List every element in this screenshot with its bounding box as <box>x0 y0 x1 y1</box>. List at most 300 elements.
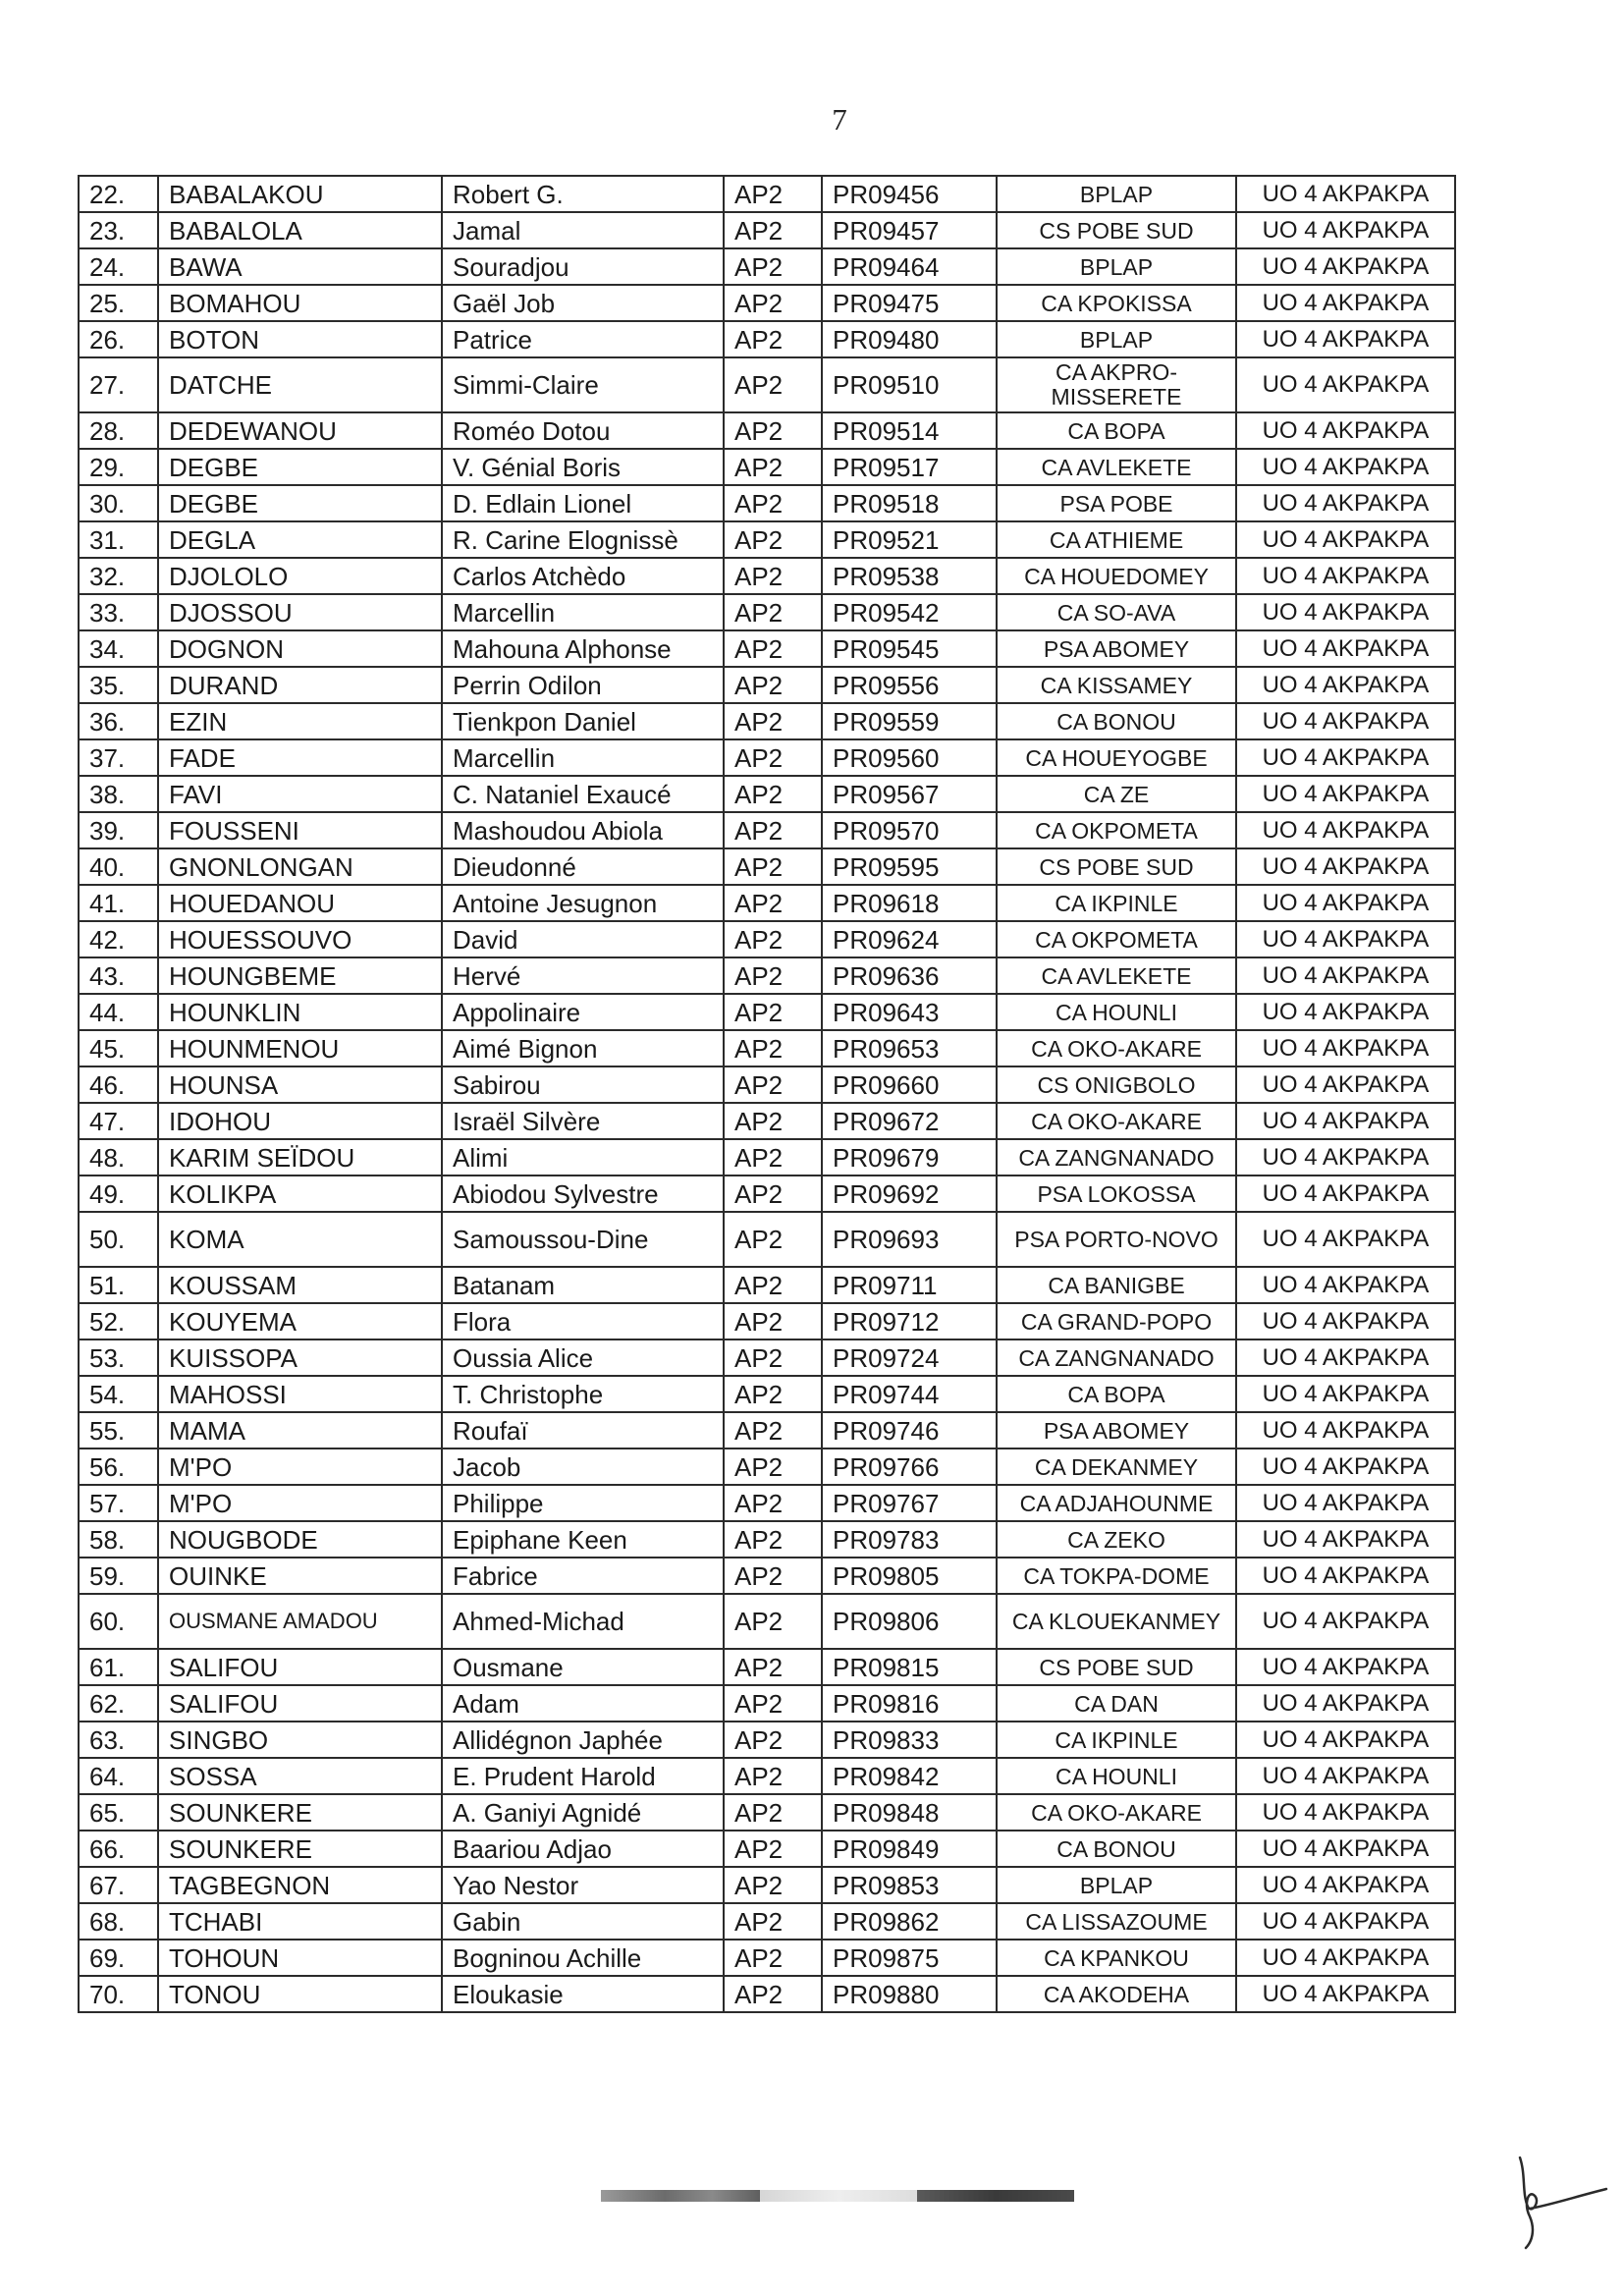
grade-cell: AP2 <box>724 1449 822 1485</box>
firstname-cell: D. Edlain Lionel <box>442 485 724 521</box>
unit-cell: UO 4 AKPAKPA <box>1236 1376 1455 1412</box>
matricule-cell: PR09624 <box>822 921 997 957</box>
affectation-cell: CA IKPINLE <box>997 885 1236 921</box>
matricule-cell: PR09643 <box>822 994 997 1030</box>
affectation-cell: CA HOUEDOMEY <box>997 558 1236 594</box>
surname-cell: BOMAHOU <box>158 285 442 321</box>
affectation-cell: CS POBE SUD <box>997 848 1236 885</box>
unit-cell: UO 4 AKPAKPA <box>1236 1794 1455 1831</box>
table-row <box>79 921 1455 957</box>
grade-cell: AP2 <box>724 1103 822 1139</box>
row-number-cell: 57. <box>79 1485 158 1521</box>
row-number-cell: 59. <box>79 1558 158 1594</box>
surname-cell: DJOLOLO <box>158 558 442 594</box>
matricule-cell: PR09783 <box>822 1521 997 1558</box>
row-number-cell: 55. <box>79 1412 158 1449</box>
grade-cell: AP2 <box>724 176 822 212</box>
table-row <box>79 1376 1455 1412</box>
grade-cell: AP2 <box>724 412 822 449</box>
firstname-cell: Epiphane Keen <box>442 1521 724 1558</box>
row-number-cell: 38. <box>79 776 158 812</box>
unit-cell: UO 4 AKPAKPA <box>1236 1175 1455 1212</box>
surname-cell: TONOU <box>158 1976 442 2012</box>
grade-cell: AP2 <box>724 703 822 739</box>
affectation-cell: CA ZANGNANADO <box>997 1139 1236 1175</box>
grade-cell: AP2 <box>724 885 822 921</box>
firstname-cell: Roméo Dotou <box>442 412 724 449</box>
firstname-cell: Eloukasie <box>442 1976 724 2012</box>
surname-cell: SALIFOU <box>158 1685 442 1722</box>
firstname-cell: Jamal <box>442 212 724 248</box>
grade-cell: AP2 <box>724 921 822 957</box>
affectation-cell: PSA ABOMEY <box>997 1412 1236 1449</box>
grade-cell: AP2 <box>724 1412 822 1449</box>
affectation-cell: CA KPOKISSA <box>997 285 1236 321</box>
affectation-cell: CA TOKPA-DOME <box>997 1558 1236 1594</box>
firstname-cell: Fabrice <box>442 1558 724 1594</box>
matricule-cell: PR09848 <box>822 1794 997 1831</box>
surname-cell: HOUNGBEME <box>158 957 442 994</box>
firstname-cell: Appolinaire <box>442 994 724 1030</box>
firstname-cell: Robert G. <box>442 176 724 212</box>
surname-cell: M'PO <box>158 1485 442 1521</box>
matricule-cell: PR09744 <box>822 1376 997 1412</box>
unit-cell: UO 4 AKPAKPA <box>1236 1449 1455 1485</box>
affectation-cell: CA OKO-AKARE <box>997 1103 1236 1139</box>
matricule-cell: PR09660 <box>822 1066 997 1103</box>
table-row <box>79 1066 1455 1103</box>
row-number-cell: 51. <box>79 1267 158 1303</box>
grade-cell: AP2 <box>724 321 822 357</box>
grade-cell: AP2 <box>724 558 822 594</box>
unit-cell: UO 4 AKPAKPA <box>1236 1339 1455 1376</box>
unit-cell: UO 4 AKPAKPA <box>1236 321 1455 357</box>
table-row <box>79 1521 1455 1558</box>
table-row <box>79 285 1455 321</box>
table-row <box>79 1267 1455 1303</box>
matricule-cell: PR09518 <box>822 485 997 521</box>
firstname-cell: Perrin Odilon <box>442 667 724 703</box>
surname-cell: KOMA <box>158 1212 442 1267</box>
row-number-cell: 65. <box>79 1794 158 1831</box>
unit-cell: UO 4 AKPAKPA <box>1236 1594 1455 1649</box>
unit-cell: UO 4 AKPAKPA <box>1236 1485 1455 1521</box>
grade-cell: AP2 <box>724 1212 822 1267</box>
matricule-cell: PR09692 <box>822 1175 997 1212</box>
surname-cell: MAHOSSI <box>158 1376 442 1412</box>
surname-cell: DEGBE <box>158 449 442 485</box>
unit-cell: UO 4 AKPAKPA <box>1236 994 1455 1030</box>
surname-cell: SOUNKERE <box>158 1794 442 1831</box>
firstname-cell: Oussia Alice <box>442 1339 724 1376</box>
matricule-cell: PR09833 <box>822 1722 997 1758</box>
matricule-cell: PR09556 <box>822 667 997 703</box>
table-row <box>79 667 1455 703</box>
unit-cell: UO 4 AKPAKPA <box>1236 776 1455 812</box>
matricule-cell: PR09464 <box>822 248 997 285</box>
grade-cell: AP2 <box>724 1685 822 1722</box>
matricule-cell: PR09618 <box>822 885 997 921</box>
firstname-cell: Hervé <box>442 957 724 994</box>
surname-cell: HOUNMENOU <box>158 1030 442 1066</box>
surname-cell: OUINKE <box>158 1558 442 1594</box>
surname-cell: TCHABI <box>158 1903 442 1940</box>
grade-cell: AP2 <box>724 1303 822 1339</box>
table-row <box>79 1485 1455 1521</box>
unit-cell: UO 4 AKPAKPA <box>1236 1685 1455 1722</box>
unit-cell: UO 4 AKPAKPA <box>1236 1831 1455 1867</box>
firstname-cell: Carlos Atchèdo <box>442 558 724 594</box>
matricule-cell: PR09510 <box>822 357 997 412</box>
affectation-cell: CA BOPA <box>997 412 1236 449</box>
table-row <box>79 212 1455 248</box>
surname-cell: SINGBO <box>158 1722 442 1758</box>
grade-cell: AP2 <box>724 248 822 285</box>
affectation-cell: PSA PORTO-NOVO <box>997 1212 1236 1267</box>
matricule-cell: PR09456 <box>822 176 997 212</box>
surname-cell: EZIN <box>158 703 442 739</box>
matricule-cell: PR09693 <box>822 1212 997 1267</box>
row-number-cell: 23. <box>79 212 158 248</box>
firstname-cell: Souradjou <box>442 248 724 285</box>
grade-cell: AP2 <box>724 994 822 1030</box>
firstname-cell: Aimé Bignon <box>442 1030 724 1066</box>
grade-cell: AP2 <box>724 739 822 776</box>
surname-cell: DJOSSOU <box>158 594 442 630</box>
table-row <box>79 1175 1455 1212</box>
grade-cell: AP2 <box>724 285 822 321</box>
row-number-cell: 54. <box>79 1376 158 1412</box>
matricule-cell: PR09816 <box>822 1685 997 1722</box>
unit-cell: UO 4 AKPAKPA <box>1236 412 1455 449</box>
grade-cell: AP2 <box>724 957 822 994</box>
row-number-cell: 37. <box>79 739 158 776</box>
unit-cell: UO 4 AKPAKPA <box>1236 885 1455 921</box>
grade-cell: AP2 <box>724 1940 822 1976</box>
affectation-cell: CA DAN <box>997 1685 1236 1722</box>
row-number-cell: 27. <box>79 357 158 412</box>
row-number-cell: 61. <box>79 1649 158 1685</box>
row-number-cell: 49. <box>79 1175 158 1212</box>
firstname-cell: Baariou Adjao <box>442 1831 724 1867</box>
affectation-cell: CA ZANGNANADO <box>997 1339 1236 1376</box>
affectation-cell: CA KPANKOU <box>997 1940 1236 1976</box>
table-row <box>79 1685 1455 1722</box>
grade-cell: AP2 <box>724 1267 822 1303</box>
grade-cell: AP2 <box>724 1649 822 1685</box>
affectation-cell: PSA POBE <box>997 485 1236 521</box>
firstname-cell: Gabin <box>442 1903 724 1940</box>
firstname-cell: Bogninou Achille <box>442 1940 724 1976</box>
unit-cell: UO 4 AKPAKPA <box>1236 485 1455 521</box>
surname-cell: BABALOLA <box>158 212 442 248</box>
matricule-cell: PR09542 <box>822 594 997 630</box>
matricule-cell: PR09560 <box>822 739 997 776</box>
affectation-cell: CA BOPA <box>997 1376 1236 1412</box>
firstname-cell: V. Génial Boris <box>442 449 724 485</box>
surname-cell: KOUSSAM <box>158 1267 442 1303</box>
firstname-cell: T. Christophe <box>442 1376 724 1412</box>
grade-cell: AP2 <box>724 1594 822 1649</box>
firstname-cell: Gaël Job <box>442 285 724 321</box>
table-row <box>79 812 1455 848</box>
grade-cell: AP2 <box>724 776 822 812</box>
affectation-cell: CA ZE <box>997 776 1236 812</box>
row-number-cell: 35. <box>79 667 158 703</box>
affectation-cell: BPLAP <box>997 176 1236 212</box>
grade-cell: AP2 <box>724 630 822 667</box>
surname-cell: MAMA <box>158 1412 442 1449</box>
surname-cell: DURAND <box>158 667 442 703</box>
matricule-cell: PR09815 <box>822 1649 997 1685</box>
table-row <box>79 885 1455 921</box>
unit-cell: UO 4 AKPAKPA <box>1236 594 1455 630</box>
table-row <box>79 703 1455 739</box>
surname-cell: FADE <box>158 739 442 776</box>
table-row <box>79 1903 1455 1940</box>
surname-cell: KOUYEMA <box>158 1303 442 1339</box>
row-number-cell: 22. <box>79 176 158 212</box>
affectation-cell: CA OKO-AKARE <box>997 1030 1236 1066</box>
surname-cell: SOSSA <box>158 1758 442 1794</box>
table-row <box>79 994 1455 1030</box>
table-row <box>79 776 1455 812</box>
firstname-cell: Jacob <box>442 1449 724 1485</box>
unit-cell: UO 4 AKPAKPA <box>1236 1521 1455 1558</box>
row-number-cell: 42. <box>79 921 158 957</box>
surname-cell: DEGLA <box>158 521 442 558</box>
grade-cell: AP2 <box>724 812 822 848</box>
grade-cell: AP2 <box>724 1976 822 2012</box>
affectation-cell: CA HOUNLI <box>997 994 1236 1030</box>
unit-cell: UO 4 AKPAKPA <box>1236 1103 1455 1139</box>
matricule-cell: PR09724 <box>822 1339 997 1376</box>
grade-cell: AP2 <box>724 1867 822 1903</box>
surname-cell: HOUNSA <box>158 1066 442 1103</box>
affectation-cell: BPLAP <box>997 1867 1236 1903</box>
row-number-cell: 63. <box>79 1722 158 1758</box>
surname-cell: HOUEDANOU <box>158 885 442 921</box>
matricule-cell: PR09862 <box>822 1903 997 1940</box>
signature-mark <box>1512 2146 1610 2254</box>
unit-cell: UO 4 AKPAKPA <box>1236 1030 1455 1066</box>
unit-cell: UO 4 AKPAKPA <box>1236 558 1455 594</box>
table-row <box>79 1449 1455 1485</box>
affectation-cell: CA ADJAHOUNME <box>997 1485 1236 1521</box>
unit-cell: UO 4 AKPAKPA <box>1236 739 1455 776</box>
grade-cell: AP2 <box>724 1030 822 1066</box>
matricule-cell: PR09806 <box>822 1594 997 1649</box>
matricule-cell: PR09766 <box>822 1449 997 1485</box>
matricule-cell: PR09767 <box>822 1485 997 1521</box>
unit-cell: UO 4 AKPAKPA <box>1236 1758 1455 1794</box>
table-row <box>79 357 1455 412</box>
firstname-cell: Batanam <box>442 1267 724 1303</box>
table-row <box>79 1831 1455 1867</box>
surname-cell: GNONLONGAN <box>158 848 442 885</box>
surname-cell: DEDEWANOU <box>158 412 442 449</box>
unit-cell: UO 4 AKPAKPA <box>1236 1139 1455 1175</box>
table-row <box>79 1976 1455 2012</box>
affectation-cell: CA AKPRO-MISSERETE <box>997 357 1236 412</box>
grade-cell: AP2 <box>724 1758 822 1794</box>
firstname-cell: Abiodou Sylvestre <box>442 1175 724 1212</box>
firstname-cell: David <box>442 921 724 957</box>
unit-cell: UO 4 AKPAKPA <box>1236 921 1455 957</box>
row-number-cell: 45. <box>79 1030 158 1066</box>
affectation-cell: CA OKPOMETA <box>997 921 1236 957</box>
matricule-cell: PR09475 <box>822 285 997 321</box>
surname-cell: SALIFOU <box>158 1649 442 1685</box>
table-row <box>79 1940 1455 1976</box>
row-number-cell: 31. <box>79 521 158 558</box>
unit-cell: UO 4 AKPAKPA <box>1236 1649 1455 1685</box>
unit-cell: UO 4 AKPAKPA <box>1236 1303 1455 1339</box>
table-row <box>79 1558 1455 1594</box>
firstname-cell: Roufaï <box>442 1412 724 1449</box>
matricule-cell: PR09712 <box>822 1303 997 1339</box>
table-row <box>79 1412 1455 1449</box>
firstname-cell: Simmi-Claire <box>442 357 724 412</box>
unit-cell: UO 4 AKPAKPA <box>1236 667 1455 703</box>
surname-cell: BOTON <box>158 321 442 357</box>
row-number-cell: 25. <box>79 285 158 321</box>
row-number-cell: 50. <box>79 1212 158 1267</box>
row-number-cell: 58. <box>79 1521 158 1558</box>
row-number-cell: 60. <box>79 1594 158 1649</box>
affectation-cell: CA LISSAZOUME <box>997 1903 1236 1940</box>
firstname-cell: Mahouna Alphonse <box>442 630 724 667</box>
row-number-cell: 62. <box>79 1685 158 1722</box>
row-number-cell: 69. <box>79 1940 158 1976</box>
table-row <box>79 1303 1455 1339</box>
matricule-cell: PR09711 <box>822 1267 997 1303</box>
grade-cell: AP2 <box>724 1831 822 1867</box>
grade-cell: AP2 <box>724 1339 822 1376</box>
unit-cell: UO 4 AKPAKPA <box>1236 1867 1455 1903</box>
grade-cell: AP2 <box>724 1903 822 1940</box>
firstname-cell: Samoussou-Dine <box>442 1212 724 1267</box>
firstname-cell: Israël Silvère <box>442 1103 724 1139</box>
row-number-cell: 43. <box>79 957 158 994</box>
row-number-cell: 70. <box>79 1976 158 2012</box>
matricule-cell: PR09679 <box>822 1139 997 1175</box>
matricule-cell: PR09636 <box>822 957 997 994</box>
affectation-cell: CA ATHIEME <box>997 521 1236 558</box>
affectation-cell: CA AKODEHA <box>997 1976 1236 2012</box>
matricule-cell: PR09805 <box>822 1558 997 1594</box>
unit-cell: UO 4 AKPAKPA <box>1236 1976 1455 2012</box>
affectation-cell: BPLAP <box>997 321 1236 357</box>
surname-cell: DEGBE <box>158 485 442 521</box>
footer-scan-bar-middle <box>760 2190 917 2202</box>
grade-cell: AP2 <box>724 1521 822 1558</box>
surname-cell: TAGBEGNON <box>158 1867 442 1903</box>
unit-cell: UO 4 AKPAKPA <box>1236 703 1455 739</box>
row-number-cell: 29. <box>79 449 158 485</box>
affectation-cell: CA KLOUEKANMEY <box>997 1594 1236 1649</box>
firstname-cell: Alimi <box>442 1139 724 1175</box>
grade-cell: AP2 <box>724 594 822 630</box>
grade-cell: AP2 <box>724 1794 822 1831</box>
row-number-cell: 56. <box>79 1449 158 1485</box>
grade-cell: AP2 <box>724 1139 822 1175</box>
unit-cell: UO 4 AKPAKPA <box>1236 630 1455 667</box>
table-row <box>79 1594 1455 1649</box>
row-number-cell: 52. <box>79 1303 158 1339</box>
table-row <box>79 248 1455 285</box>
firstname-cell: Marcellin <box>442 594 724 630</box>
firstname-cell: Tienkpon Daniel <box>442 703 724 739</box>
affectation-cell: CS ONIGBOLO <box>997 1066 1236 1103</box>
affectation-cell: BPLAP <box>997 248 1236 285</box>
unit-cell: UO 4 AKPAKPA <box>1236 1722 1455 1758</box>
affectation-cell: CA BONOU <box>997 703 1236 739</box>
firstname-cell: Antoine Jesugnon <box>442 885 724 921</box>
unit-cell: UO 4 AKPAKPA <box>1236 176 1455 212</box>
unit-cell: UO 4 AKPAKPA <box>1236 1267 1455 1303</box>
footer-scan-bar-left <box>601 2190 760 2202</box>
matricule-cell: PR09595 <box>822 848 997 885</box>
table-row <box>79 176 1455 212</box>
matricule-cell: PR09538 <box>822 558 997 594</box>
affectation-cell: CA BANIGBE <box>997 1267 1236 1303</box>
affectation-cell: CA ZEKO <box>997 1521 1236 1558</box>
matricule-cell: PR09457 <box>822 212 997 248</box>
table-row <box>79 1139 1455 1175</box>
table-row <box>79 1794 1455 1831</box>
grade-cell: AP2 <box>724 1376 822 1412</box>
affectation-cell: CA HOUEYOGBE <box>997 739 1236 776</box>
matricule-cell: PR09521 <box>822 521 997 558</box>
firstname-cell: Yao Nestor <box>442 1867 724 1903</box>
affectation-cell: CA IKPINLE <box>997 1722 1236 1758</box>
table-row <box>79 1030 1455 1066</box>
unit-cell: UO 4 AKPAKPA <box>1236 449 1455 485</box>
surname-cell: DOGNON <box>158 630 442 667</box>
affectation-cell: CA DEKANMEY <box>997 1449 1236 1485</box>
firstname-cell: Mashoudou Abiola <box>442 812 724 848</box>
table-row <box>79 521 1455 558</box>
table-row <box>79 1103 1455 1139</box>
surname-cell: KARIM SEÏDOU <box>158 1139 442 1175</box>
surname-cell: NOUGBODE <box>158 1521 442 1558</box>
grade-cell: AP2 <box>724 667 822 703</box>
table-row <box>79 321 1455 357</box>
table-row <box>79 558 1455 594</box>
unit-cell: UO 4 AKPAKPA <box>1236 357 1455 412</box>
grade-cell: AP2 <box>724 212 822 248</box>
table-row <box>79 1758 1455 1794</box>
surname-cell: BABALAKOU <box>158 176 442 212</box>
table-row <box>79 1867 1455 1903</box>
row-number-cell: 34. <box>79 630 158 667</box>
grade-cell: AP2 <box>724 521 822 558</box>
affectation-cell: CA BONOU <box>997 1831 1236 1867</box>
table-row <box>79 630 1455 667</box>
matricule-cell: PR09672 <box>822 1103 997 1139</box>
affectation-cell: CA OKO-AKARE <box>997 1794 1236 1831</box>
matricule-cell: PR09842 <box>822 1758 997 1794</box>
grade-cell: AP2 <box>724 848 822 885</box>
row-number-cell: 40. <box>79 848 158 885</box>
matricule-cell: PR09517 <box>822 449 997 485</box>
matricule-cell: PR09853 <box>822 1867 997 1903</box>
unit-cell: UO 4 AKPAKPA <box>1236 1940 1455 1976</box>
grade-cell: AP2 <box>724 485 822 521</box>
table-row <box>79 1212 1455 1267</box>
grade-cell: AP2 <box>724 1175 822 1212</box>
